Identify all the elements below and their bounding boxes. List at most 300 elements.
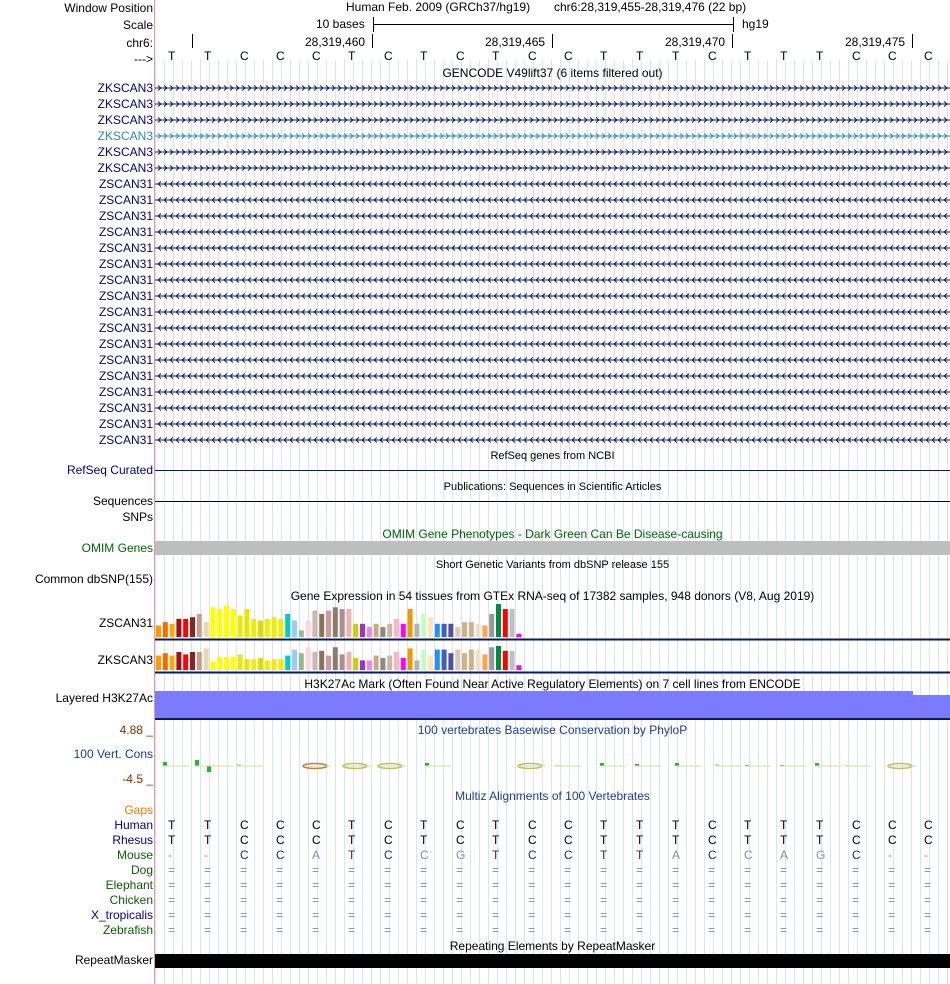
- multiz-base: -: [888, 848, 892, 862]
- gencode-gene-label[interactable]: ZSCAN31: [98, 225, 153, 239]
- multiz-base: =: [708, 863, 716, 877]
- gtex-zscan31-bar: [163, 622, 168, 637]
- multiz-base: =: [168, 908, 176, 922]
- base-letter: T: [816, 49, 824, 63]
- dbsnp-label[interactable]: Common dbSNP(155): [34, 572, 153, 586]
- multiz-base: =: [780, 878, 788, 892]
- multiz-base: C: [420, 848, 429, 862]
- gaps-label[interactable]: Gaps: [124, 803, 153, 817]
- gtex-zscan31-bar: [394, 619, 399, 637]
- multiz-base: T: [420, 818, 428, 832]
- gtex-zkscan3-bar: [340, 654, 345, 670]
- multiz-base: =: [600, 893, 608, 907]
- base-letter: T: [348, 49, 356, 63]
- multiz-base: =: [780, 863, 788, 877]
- multiz-species-label[interactable]: Human: [114, 818, 153, 832]
- multiz-base: =: [420, 893, 428, 907]
- multiz-base: =: [240, 863, 248, 877]
- multiz-base: =: [888, 878, 896, 892]
- gtex-zscan31-bar: [319, 614, 324, 637]
- gtex-zkscan3-bar: [462, 653, 467, 670]
- gtex-zkscan3-bar: [176, 652, 181, 670]
- multiz-base: =: [204, 878, 212, 892]
- gtex-zkscan3-bar: [455, 650, 460, 670]
- base-letter: T: [672, 49, 680, 63]
- multiz-species-label[interactable]: Elephant: [105, 878, 153, 892]
- multiz-base: =: [456, 923, 464, 937]
- phylop-mark: [163, 762, 167, 766]
- multiz-base: =: [384, 893, 392, 907]
- base-letter: T: [636, 49, 644, 63]
- multiz-base: =: [168, 893, 176, 907]
- gtex-zscan31-bar: [258, 621, 263, 638]
- multiz-base: =: [708, 878, 716, 892]
- multiz-base: C: [384, 818, 393, 832]
- omim-label[interactable]: OMIM Genes: [81, 541, 153, 555]
- gtex-zscan31-bar: [285, 614, 290, 637]
- strand-label: --->: [134, 52, 153, 66]
- gtex-zscan31-bar: [496, 604, 501, 637]
- multiz-base: =: [636, 893, 644, 907]
- gencode-gene-label[interactable]: ZSCAN31: [98, 385, 153, 399]
- position-label-1: 28,319,460: [305, 35, 366, 49]
- gtex-zkscan3-bar: [183, 654, 188, 670]
- multiz-base: =: [744, 908, 752, 922]
- multiz-base: C: [888, 833, 897, 847]
- multiz-base: C: [456, 833, 465, 847]
- multiz-base: =: [672, 923, 680, 937]
- multiz-base: =: [744, 863, 752, 877]
- multiz-base: C: [708, 818, 717, 832]
- multiz-base: =: [348, 908, 356, 922]
- base-letter: C: [528, 49, 537, 63]
- multiz-base: =: [276, 863, 284, 877]
- multiz-base: =: [672, 878, 680, 892]
- multiz-base: T: [816, 818, 824, 832]
- chrom-label: chr6:: [126, 36, 153, 50]
- dbsnp-title: Short Genetic Variants from dbSNP release 155: [435, 559, 670, 571]
- gtex-zkscan3-bar: [312, 652, 317, 670]
- gencode-gene-label[interactable]: ZSCAN31: [98, 321, 153, 335]
- multiz-base: =: [240, 878, 248, 892]
- sequences-label[interactable]: Sequences: [92, 494, 153, 508]
- gtex-zscan31-bar: [435, 624, 440, 637]
- multiz-base: =: [456, 863, 464, 877]
- gtex-gene-label-1[interactable]: ZSCAN31: [98, 616, 153, 630]
- multiz-base: T: [600, 833, 608, 847]
- multiz-base: =: [852, 893, 860, 907]
- multiz-base: T: [492, 848, 500, 862]
- multiz-base: =: [240, 923, 248, 937]
- multiz-species-label[interactable]: X_tropicalis: [90, 908, 153, 922]
- gencode-gene-label[interactable]: ZSCAN31: [98, 241, 153, 255]
- multiz-base: C: [924, 833, 933, 847]
- gtex-zscan31-bar: [455, 627, 460, 637]
- gtex-zkscan3-bar: [251, 659, 256, 670]
- gtex-zscan31-bar: [367, 627, 372, 637]
- gtex-zscan31-bar: [210, 607, 215, 637]
- gtex-zkscan3-bar: [353, 658, 358, 670]
- gencode-gene-label[interactable]: ZSCAN31: [98, 273, 153, 287]
- multiz-base: =: [384, 908, 392, 922]
- multiz-base: =: [492, 863, 500, 877]
- gencode-gene-label[interactable]: ZSCAN31: [98, 209, 153, 223]
- gtex-zscan31-bar: [462, 622, 467, 637]
- multiz-base: C: [312, 833, 321, 847]
- multiz-base: =: [924, 878, 932, 892]
- multiz-base: T: [204, 818, 212, 832]
- multiz-base: T: [204, 833, 212, 847]
- h3k27ac-label[interactable]: Layered H3K27Ac: [55, 691, 153, 705]
- gtex-zscan31-bar: [244, 609, 249, 637]
- gtex-zkscan3-bar: [360, 660, 365, 670]
- gtex-zscan31-bar: [204, 622, 209, 637]
- multiz-base: C: [240, 848, 249, 862]
- multiz-base: T: [348, 818, 356, 832]
- gtex-zkscan3-bar: [435, 650, 440, 670]
- base-letter: C: [852, 49, 861, 63]
- multiz-base: =: [492, 908, 500, 922]
- multiz-base: C: [852, 848, 861, 862]
- multiz-base: C: [384, 833, 393, 847]
- gtex-zscan31-bar: [469, 622, 474, 637]
- gencode-gene-label[interactable]: ZSCAN31: [98, 257, 153, 271]
- multiz-base: =: [312, 893, 320, 907]
- gtex-zkscan3-bar: [496, 646, 501, 670]
- multiz-base: T: [636, 848, 644, 862]
- multiz-base: =: [924, 863, 932, 877]
- gtex-zkscan3-bar: [278, 659, 283, 670]
- gencode-gene-label[interactable]: ZKSCAN3: [97, 145, 153, 159]
- multiz-base: C: [240, 833, 249, 847]
- multiz-base: C: [924, 818, 933, 832]
- gtex-zkscan3-bar: [231, 657, 236, 670]
- scale-db-text: hg19: [742, 17, 769, 31]
- phylop-title: 100 vertebrates Basewise Conservation by PhyloP: [417, 723, 688, 737]
- gencode-gene-label[interactable]: ZSCAN31: [98, 177, 153, 191]
- gencode-gene-label[interactable]: ZKSCAN3: [97, 113, 153, 127]
- multiz-base: =: [672, 893, 680, 907]
- h3k27ac-title: H3K27Ac Mark (Often Found Near Active Regulatory Elements) on 7 cell lines from ENCODE: [304, 677, 801, 691]
- multiz-base: T: [672, 833, 680, 847]
- multiz-base: =: [528, 893, 536, 907]
- gtex-zscan31-bar: [510, 609, 515, 637]
- multiz-base: T: [492, 818, 500, 832]
- multiz-base: T: [600, 848, 608, 862]
- multiz-base: =: [528, 923, 536, 937]
- gtex-zscan31-bar: [476, 624, 481, 637]
- multiz-base: T: [780, 818, 788, 832]
- multiz-base: =: [348, 893, 356, 907]
- h3k27ac-signal-tail: [913, 695, 950, 718]
- multiz-base: C: [708, 833, 717, 847]
- multiz-base: =: [888, 893, 896, 907]
- gtex-zscan31-bar: [489, 614, 494, 637]
- multiz-base: C: [564, 818, 573, 832]
- multiz-base: =: [564, 908, 572, 922]
- multiz-base: =: [348, 923, 356, 937]
- base-letter: T: [744, 49, 752, 63]
- gencode-gene-label[interactable]: ZKSCAN3: [97, 81, 153, 95]
- gtex-zscan31-bar: [197, 614, 202, 637]
- multiz-base: =: [384, 878, 392, 892]
- gtex-zscan31-bar: [448, 624, 453, 637]
- gtex-zscan31-bar: [278, 619, 283, 637]
- gtex-zkscan3-bar: [265, 660, 270, 670]
- gencode-gene-label[interactable]: ZSCAN31: [98, 369, 153, 383]
- gtex-zkscan3-bar: [319, 651, 324, 670]
- gtex-zkscan3-bar: [299, 653, 304, 670]
- gtex-zkscan3-bar: [394, 652, 399, 670]
- gtex-zscan31-bar: [360, 624, 365, 637]
- multiz-base: T: [672, 818, 680, 832]
- multiz-base: =: [672, 863, 680, 877]
- base-letter: T: [420, 49, 428, 63]
- multiz-base: =: [312, 863, 320, 877]
- gtex-zkscan3-bar: [510, 651, 515, 670]
- multiz-base: C: [384, 848, 393, 862]
- gtex-zkscan3-bar: [333, 647, 338, 670]
- multiz-base: =: [564, 863, 572, 877]
- multiz-species-label[interactable]: Zebrafish: [102, 923, 153, 937]
- gtex-zscan31-bar: [482, 625, 487, 637]
- range-text: chr6:28,319,455-28,319,476 (22 bp): [554, 0, 747, 14]
- multiz-base: T: [636, 833, 644, 847]
- position-label-4: 28,319,475: [845, 35, 906, 49]
- multiz-base: -: [204, 848, 208, 862]
- base-letter: C: [312, 49, 321, 63]
- multiz-base: T: [780, 833, 788, 847]
- position-label-2: 28,319,465: [485, 35, 546, 49]
- gtex-zkscan3-bar: [428, 656, 433, 670]
- multiz-base: C: [564, 848, 573, 862]
- multiz-base: =: [312, 908, 320, 922]
- gencode-gene-label[interactable]: ZSCAN31: [98, 401, 153, 415]
- phylop-label[interactable]: 100 Vert. Cons: [73, 747, 153, 761]
- phylop-mark: [207, 766, 211, 772]
- multiz-base: =: [276, 908, 284, 922]
- multiz-base: =: [780, 923, 788, 937]
- multiz-base: =: [636, 878, 644, 892]
- gtex-zkscan3-bar: [272, 659, 277, 670]
- multiz-base: C: [528, 848, 537, 862]
- gtex-zscan31-bar: [346, 609, 351, 637]
- multiz-base: C: [276, 833, 285, 847]
- multiz-base: T: [636, 818, 644, 832]
- multiz-base: T: [744, 818, 752, 832]
- multiz-base: =: [384, 923, 392, 937]
- gtex-zscan31-bar: [353, 624, 358, 637]
- gtex-zscan31-bar: [428, 617, 433, 637]
- multiz-base: =: [312, 878, 320, 892]
- multiz-base: A: [780, 848, 789, 862]
- gencode-gene-label[interactable]: ZSCAN31: [98, 289, 153, 303]
- gencode-gene-label[interactable]: ZSCAN31: [98, 337, 153, 351]
- gtex-zkscan3-bar: [346, 652, 351, 670]
- gencode-gene-label[interactable]: ZKSCAN3: [97, 129, 153, 143]
- phylop-min-label: -4.5 _: [122, 772, 153, 786]
- gtex-zscan31-bar: [176, 619, 181, 637]
- refseq-label[interactable]: RefSeq Curated: [66, 463, 153, 477]
- gtex-gene-label-2[interactable]: ZKSCAN3: [97, 653, 153, 667]
- multiz-base: T: [168, 818, 176, 832]
- gtex-zkscan3-bar: [238, 654, 243, 670]
- gtex-zkscan3-bar: [224, 657, 229, 670]
- gtex-title: Gene Expression in 54 tissues from GTEx RNA-seq of 17382 samples, 948 donors (V8, Aug 2019): [290, 589, 815, 603]
- multiz-base: =: [816, 893, 824, 907]
- multiz-base: =: [168, 878, 176, 892]
- gtex-zkscan3-bar: [197, 652, 202, 670]
- gtex-zkscan3-bar: [204, 648, 209, 670]
- multiz-base: C: [708, 848, 717, 862]
- multiz-base: =: [348, 863, 356, 877]
- multiz-species-label[interactable]: Rhesus: [112, 833, 153, 847]
- multiz-base: =: [636, 863, 644, 877]
- multiz-base: =: [528, 908, 536, 922]
- multiz-species-label[interactable]: Mouse: [116, 848, 153, 862]
- gencode-gene-label[interactable]: ZSCAN31: [98, 433, 153, 447]
- multiz-base: =: [240, 893, 248, 907]
- multiz-base: =: [204, 893, 212, 907]
- gencode-gene-label[interactable]: ZKSCAN3: [97, 97, 153, 111]
- multiz-base: =: [816, 923, 824, 937]
- multiz-base: =: [168, 863, 176, 877]
- gencode-gene-label[interactable]: ZSCAN31: [98, 417, 153, 431]
- multiz-base: =: [420, 923, 428, 937]
- gtex-zkscan3-bar: [442, 650, 447, 670]
- base-letter: C: [456, 49, 465, 63]
- gtex-zkscan3-bar: [503, 651, 508, 670]
- gtex-zkscan3-bar: [387, 656, 392, 670]
- base-letter: C: [564, 49, 573, 63]
- gtex-zkscan3-bar: [190, 652, 195, 670]
- gtex-zscan31-bar: [503, 609, 508, 637]
- scale-label: Scale: [122, 18, 153, 32]
- gencode-gene-label[interactable]: ZKSCAN3: [97, 161, 153, 175]
- multiz-base: C: [276, 818, 285, 832]
- gtex-zkscan3-bar: [489, 647, 494, 670]
- base-letter: C: [888, 49, 897, 63]
- refseq-title: RefSeq genes from NCBI: [490, 450, 615, 462]
- multiz-base: =: [816, 863, 824, 877]
- gtex-zscan31-bar: [380, 627, 385, 637]
- multiz-base: =: [924, 908, 932, 922]
- multiz-base: C: [852, 833, 861, 847]
- multiz-base: -: [924, 848, 928, 862]
- gtex-zkscan3-bar: [285, 656, 290, 670]
- multiz-base: T: [492, 833, 500, 847]
- gtex-zkscan3-bar: [448, 653, 453, 670]
- multiz-base: =: [564, 878, 572, 892]
- gencode-gene-label[interactable]: ZSCAN31: [98, 353, 153, 367]
- snps-label[interactable]: SNPs: [122, 510, 153, 524]
- gtex-zscan31-bar: [306, 621, 311, 638]
- gtex-zkscan3-bar: [476, 650, 481, 670]
- multiz-base: =: [816, 908, 824, 922]
- multiz-title: Multiz Alignments of 100 Vertebrates: [455, 789, 650, 803]
- multiz-base: =: [276, 923, 284, 937]
- gtex-zkscan3-bar: [258, 658, 263, 670]
- multiz-base: T: [744, 833, 752, 847]
- multiz-base: A: [672, 848, 681, 862]
- gtex-zscan31-bar: [408, 609, 413, 637]
- multiz-base: C: [528, 833, 537, 847]
- base-letter: C: [708, 49, 717, 63]
- gtex-zkscan3-bar: [421, 650, 426, 670]
- multiz-base: =: [708, 908, 716, 922]
- gtex-zscan31-bar: [401, 624, 406, 637]
- multiz-base: C: [240, 818, 249, 832]
- repeatmasker-label[interactable]: RepeatMasker: [74, 953, 153, 967]
- multiz-base: =: [888, 863, 896, 877]
- multiz-base: =: [888, 923, 896, 937]
- multiz-base: =: [384, 863, 392, 877]
- multiz-base: =: [636, 908, 644, 922]
- multiz-base: =: [276, 878, 284, 892]
- multiz-base: =: [852, 878, 860, 892]
- gtex-zscan31-bar: [272, 617, 277, 637]
- multiz-species-label[interactable]: Chicken: [109, 893, 153, 907]
- phylop-mark: [195, 760, 199, 766]
- base-letter: C: [924, 49, 933, 63]
- gtex-zscan31-bar: [299, 630, 304, 637]
- multiz-base: =: [492, 923, 500, 937]
- multiz-base: T: [348, 833, 356, 847]
- base-letter: T: [780, 49, 788, 63]
- multiz-base: =: [744, 923, 752, 937]
- multiz-base: C: [528, 818, 537, 832]
- multiz-base: =: [348, 878, 356, 892]
- multiz-base: =: [312, 923, 320, 937]
- gtex-zscan31-bar: [421, 614, 426, 637]
- gtex-zscan31-bar: [170, 624, 175, 637]
- gtex-zkscan3-bar: [244, 659, 249, 670]
- multiz-base: =: [420, 863, 428, 877]
- assembly-text: Human Feb. 2009 (GRCh37/hg19): [346, 0, 531, 14]
- multiz-base: -: [168, 848, 172, 862]
- multiz-base: T: [420, 833, 428, 847]
- multiz-base: =: [456, 908, 464, 922]
- window-position-label: Window Position: [64, 1, 153, 15]
- base-letter: C: [276, 49, 285, 63]
- multiz-base: =: [708, 923, 716, 937]
- multiz-base: =: [852, 863, 860, 877]
- gencode-gene-label[interactable]: ZSCAN31: [98, 305, 153, 319]
- gtex-zkscan3-bar: [414, 660, 419, 670]
- gtex-zkscan3-bar: [401, 658, 406, 670]
- gtex-zscan31-bar: [340, 609, 345, 637]
- gencode-gene-label[interactable]: ZSCAN31: [98, 193, 153, 207]
- gtex-zkscan3-bar: [163, 653, 168, 670]
- multiz-species-label[interactable]: Dog: [130, 863, 153, 877]
- gtex-zscan31-bar: [442, 624, 447, 637]
- gtex-zkscan3-bar: [217, 657, 222, 670]
- gtex-zkscan3-bar: [380, 658, 385, 670]
- gtex-zkscan3-bar: [156, 656, 161, 670]
- gtex-zkscan3-bar: [469, 650, 474, 670]
- pubs-title: Publications: Sequences in Scientific Articles: [443, 481, 662, 493]
- gtex-zkscan3-bar: [306, 647, 311, 670]
- base-letter: T: [204, 49, 212, 63]
- multiz-base: =: [780, 893, 788, 907]
- multiz-base: =: [744, 878, 752, 892]
- h3k27ac-signal: [155, 691, 913, 718]
- omim-title: OMIM Gene Phenotypes - Dark Green Can Be Disease-causing: [382, 527, 723, 541]
- gtex-zscan31-bar: [374, 624, 379, 637]
- gtex-zkscan3-bar: [170, 656, 175, 670]
- gtex-zkscan3-bar: [292, 650, 297, 670]
- gtex-zkscan3-bar: [210, 662, 215, 670]
